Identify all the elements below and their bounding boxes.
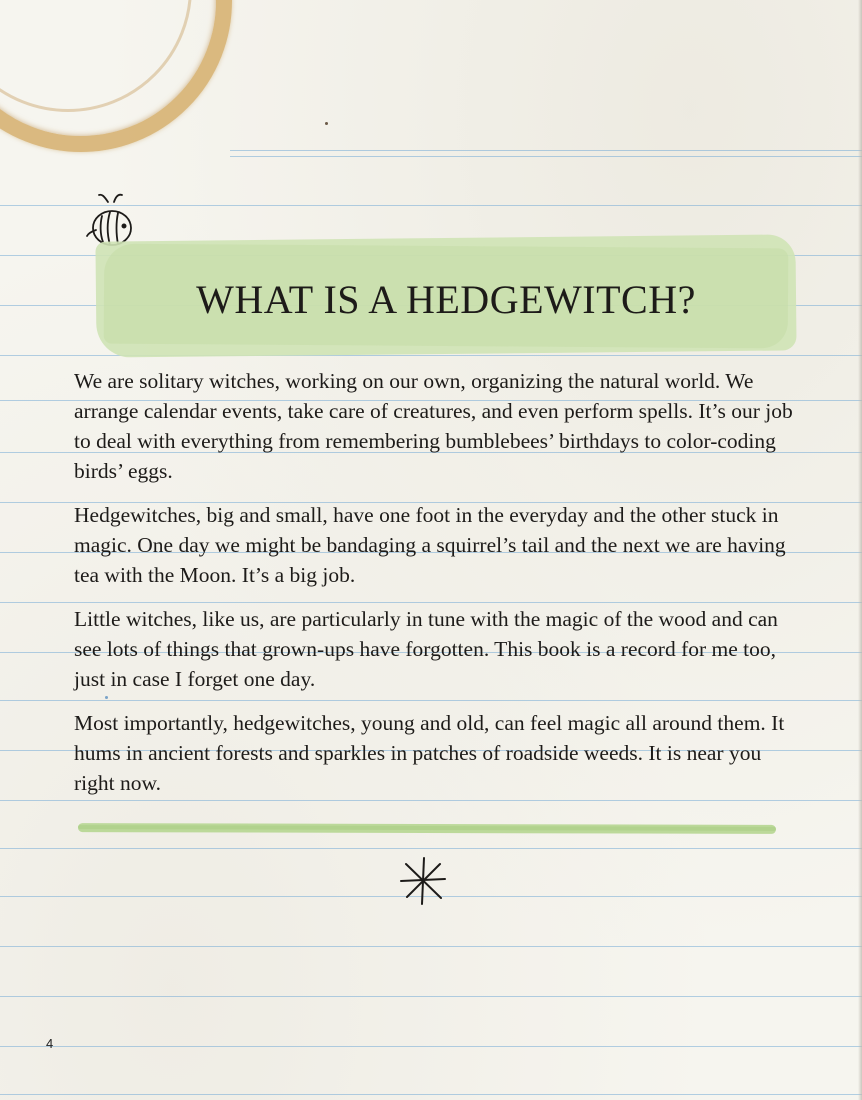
star-icon (398, 856, 448, 906)
ruled-line (230, 156, 862, 157)
page-title: WHAT IS A HEDGEWITCH? (196, 277, 696, 322)
ruled-line (0, 848, 862, 849)
paragraph: Hedgewitches, big and small, have one foot in the everyday and the other stuck in magic. One day we might be bandaging a squirrel’s tail and the next we are having tea with the Moon. It’s a big job. (74, 503, 786, 587)
page-edge-shadow (858, 0, 862, 1100)
ruled-line (0, 946, 862, 947)
ruled-line (0, 1046, 862, 1047)
ruled-line (230, 150, 862, 151)
ruled-line (0, 996, 862, 997)
ruled-line (0, 1094, 862, 1095)
body-text (74, 366, 794, 812)
paragraph: We are solitary witches, working on our own, organizing the natural world. We arrange calendar events, take care of creatures, and even perform spells. It’s our job to deal with everything from remembering bumblebees’ birthdays to color-coding birds’ eggs. (74, 369, 793, 483)
ink-speck (325, 122, 328, 125)
paragraph: Little witches, like us, are particularly in tune with the magic of the wood and can see lots of things that grown-ups have forgotten. This book is a record for me too, just in case I forget one day. (74, 607, 778, 691)
page-number: 4 (46, 1036, 54, 1051)
paragraph: Most importantly, hedgewitches, young and old, can feel magic all around them. It hums in ancient forests and sparkles in patches of roadside weeds. It is near you right now. (74, 711, 785, 795)
